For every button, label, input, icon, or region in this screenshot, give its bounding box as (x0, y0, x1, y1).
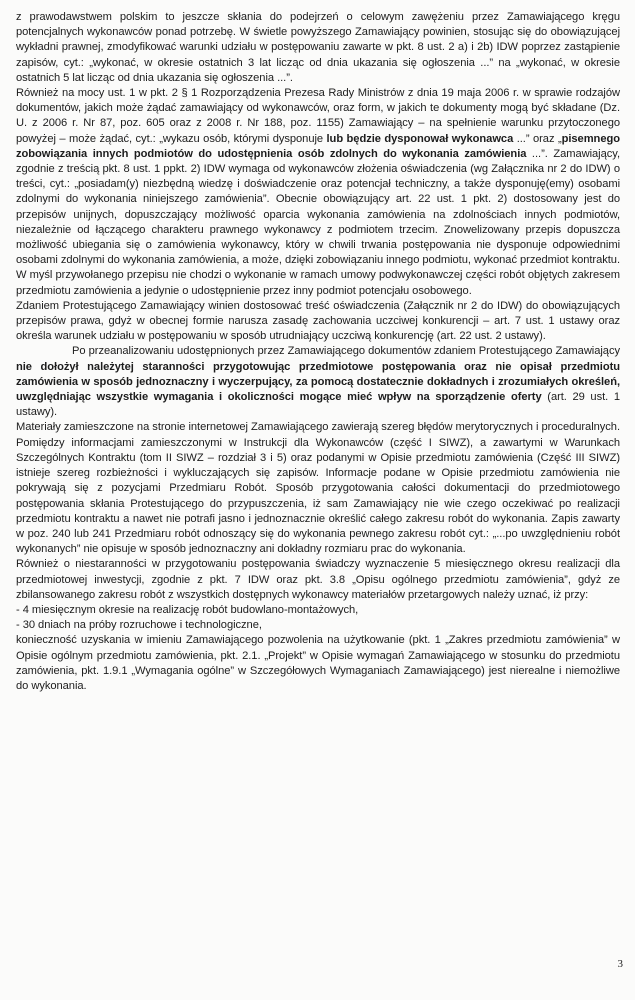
text-run: - 30 dniach na próby rozruchowe i technologiczne, (16, 619, 262, 632)
paragraph (16, 10, 620, 86)
text-run: konieczność uzyskania w imieniu Zamawiającego pozwolenia na użytkowanie (pkt. 1 „Zakres przedmiotu zamówienia” w Opisie ogólnym przedmiotu zamówienia, pkt. 2.1. „Projekt” w Opisie wymagań Zamawiającego w stosunku do przedmiotu zamówienia, pkt. 1.9.1 „Wymagania ogólne” w Szczegółowych Wymaganiach Zamawiającego) jest nierealne i niemożliwe do wykonania. (16, 634, 620, 692)
paragraph (16, 557, 620, 603)
paragraph (16, 344, 620, 420)
bold-text: lub będzie dysponował wykonawca (326, 132, 514, 145)
paragraph (16, 420, 620, 557)
paragraph (16, 299, 620, 345)
text-run: Zdaniem Protestującego Zamawiający winien dostosować treść oświadczenia (Załącznik nr 2 do IDW) do obowiązujących przepisów prawa, gdyż w obecnej formie narusza zasadę zachowania uczciwej konkurencji – art. 7 ust. 1 ustawy oraz określa warunek udziału w postępowaniu w sposób utrudniający uczciwą konkurencję (art. 22 ust. 2 ustawy). (16, 299, 620, 343)
bold-text: nie dołożył należytej staranności przygotowując przedmiotowe postępowania oraz nie opisał przedmiotu zamówienia w sposób jednoznaczny i wyczerpujący, za pomocą dostatecznie dokładnych i zrozumiałych określeń, uwzględniając wszystkie wymagania i okoliczności mogące mieć wpływ na sporządzenie oferty (16, 360, 620, 404)
list-item (16, 603, 620, 618)
text-run: ...”. Zamawiający, zgodnie z treścią pkt. 8 ust. 1 ppkt. 2) IDW wymaga od wykonawców złożenia oświadczenia (wg Załącznika nr 2 do IDW) o treści, cyt.: „posiadam(y) niezbędną wiedzę i doświadczenie oraz potencjał techniczny, a także dysponuję(emy) osobami zdolnymi do wykonania niniejszego zamówienia”. Obecnie obowiązujący art. 22 ust. 1 pkt. 2) dostosowany jest do przepisów unijnych, dopuszczający możliwość oparcia wykonania zamówienia na zdolnościach innych podmiotów, niezależnie od łączącego charakteru prawnego wykonawcy z podmiotem trzecim. Znowelizowany przepis dopuszcza możliwość ubiegania się o zamówienia wykonawcy, który w chwili trwania postępowania nie dysponuje odpowiednimi osobami zdolnymi do wykonania zamówienia, a może, dzięki zobowiązaniu innego podmiotu, wykonać przedmiot kontraktu. W myśl przywołanego przepisu nie chodzi o wykonanie w ramach umowy podwykonawczej części robót objętych zakresem przedmiotu zamówienia a jedynie o udostępnienie przez inny podmiot potencjału osobowego. (16, 147, 620, 297)
text-run: ...” oraz „ (513, 132, 562, 145)
text-run: (art. 29 ust. 1 ustawy). (16, 391, 620, 419)
list-item (16, 618, 620, 633)
text-run: - 4 miesięcznym okresie na realizację robót budowlano-montażowych, (16, 603, 359, 616)
paragraph (16, 86, 620, 299)
text-run: Również o niestaranności w przygotowaniu postępowania świadczy wyznaczenie 5 miesięcznego okresu realizacji dla przedmiotowej inwestycji, zgodnie z pkt. 7 IDW oraz pkt. 3.8 „Opisu ogólnego przedmiotu zamówienia”, gdyż ze zbilansowanego zakresu robót z wszystkich dostępnych wykonawcy materiałów przetargowych należy uznać, iż przy: (16, 558, 620, 601)
bold-text: pisemnego zobowiązania innych podmiotów do udostępnienia osób zdolnych do wykonania zamówienia (16, 132, 620, 160)
page-number: 3 (617, 958, 623, 970)
text-run: Również na mocy ust. 1 w pkt. 2 § 1 Rozporządzenia Prezesa Rady Ministrów z dnia 19 maja 2006 r. w sprawie rodzajów dokumentów, jakich może żądać zamawiający od wykonawców, oraz form, w jakich te dokumenty mogą być składane (Dz. U. z 2006 r. Nr 87, poz. 605 oraz z 2008 r. Nr 188, poz. 1155) Zamawiający – na spełnienie warunku przytoczonego powyżej – może żądać, cyt.: „wykazu osób, którymi dysponuje (16, 87, 620, 145)
text-run: Po przeanalizowaniu udostępnionych przez Zamawiającego dokumentów zdaniem Protestującego Zamawiający (72, 345, 620, 358)
text-run: Materiały zamieszczone na stronie internetowej Zamawiającego zawierają szereg błędów merytorycznych i proceduralnych. Pomiędzy informacjami zamieszczonymi w Instrukcji dla Wykonawców (część I SIWZ), a zawartymi w Warunkach Szczególnych Kontraktu (tom II SIWZ – rozdział 3 i 5) oraz podanymi w Opisie przedmiotu zamówienia (Część III SIWZ) istnieje szereg rozbieżności i wykluczających się zapisów. Informacje podane w Opisie przedmiotu zamówienia nie pokrywają się z pozycjami Przedmiaru Robót. Sposób przygotowania całości dokumentacji do przedmiotowego postępowania skłania Protestującego do przypuszczenia, iż sam Zamawiający nie wie czego oczekiwać po realizacji przedmiotu kontraktu a nawet nie potrafi jasno i jednoznacznie określić całego zakresu robót do wykonania. Zapis zawarty w poz. 240 lub 241 Przedmiaru robót odnoszący się do wykonania pewnego zakresu robót cyt.: „...po uwzględnieniu robót wykonanych” nie opisuje w sposób jednoznaczny ani dokładny rozmiaru prac do wykonania. (16, 421, 620, 556)
document-body (16, 10, 620, 694)
paragraph (16, 633, 620, 694)
text-run: z prawodawstwem polskim to jeszcze skłania do podejrzeń o celowym zawężeniu przez Zamawiającego kręgu potencjalnych wykonawców ponad potrzebę. W świetle powyższego Zamawiający powinien, stosując się do obowiązującej wykładni prawnej, zmodyfikować warunki udziału w postępowaniu zawarte w pkt. 8 ust. 2 a) i 2b) IDW poprzez zastąpienie zapisów, cyt.: „wykonać, w okresie ostatnich 3 lat licząc od dnia ukazania się ogłoszenia ...” na „wykonać, w okresie ostatnich 5 lat licząc od dnia ukazania się ogłoszenia ...”. (16, 11, 620, 84)
